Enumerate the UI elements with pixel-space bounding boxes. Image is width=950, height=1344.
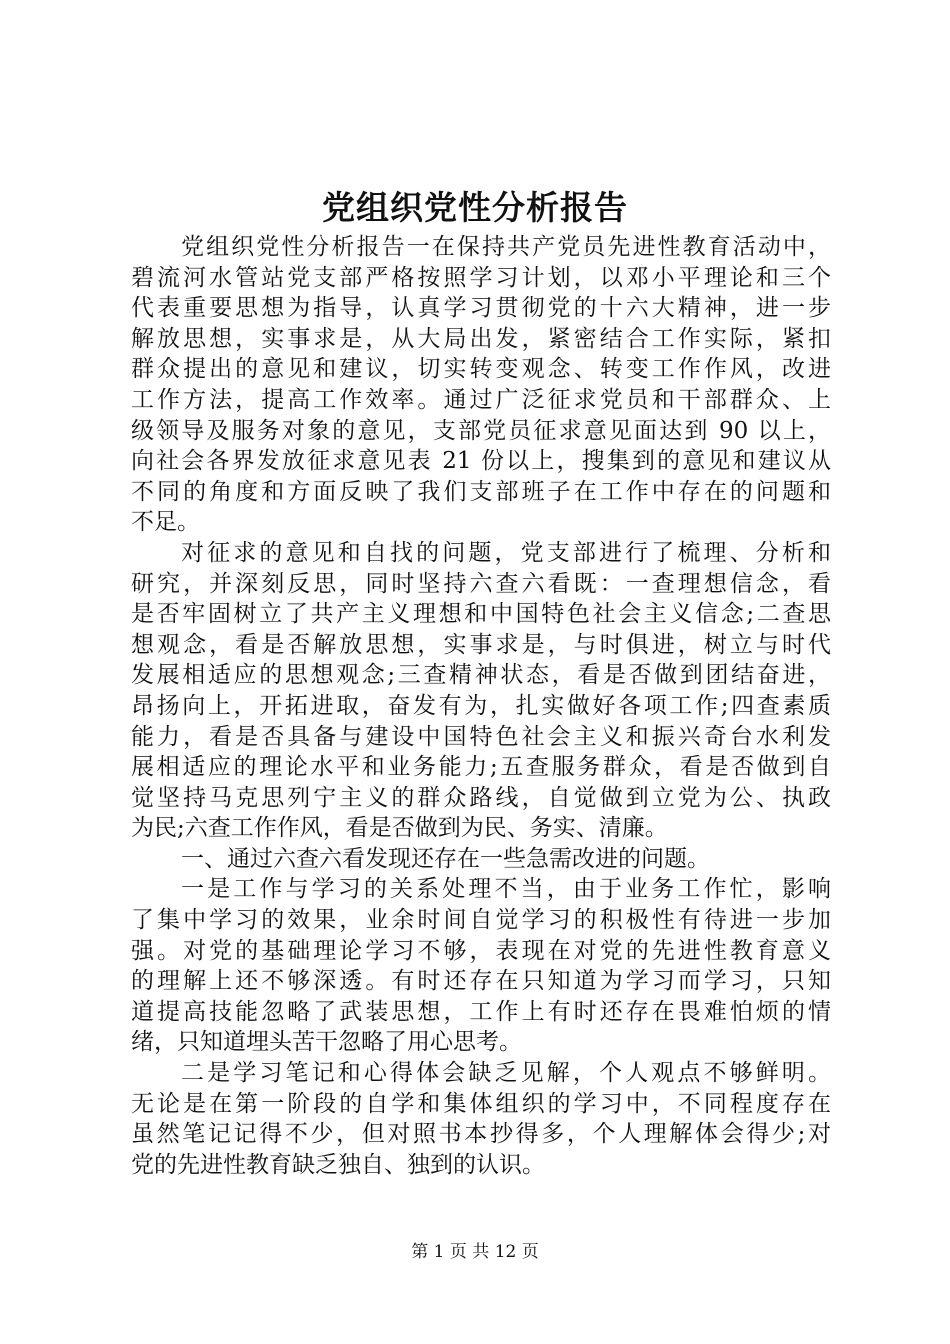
text-line: 不同的角度和方面反映了我们支部班子在工作中存在的问题和 xyxy=(131,478,831,505)
document-title: 党组织党性分析报告 xyxy=(322,188,628,227)
text-line: 发展相适应的思想观念;三查精神状态，看是否做到团结奋进， xyxy=(131,662,831,689)
text-line: 对征求的意见和自找的问题，党支部进行了梳理、分析和 xyxy=(181,539,831,566)
text-line: 碧流河水管站党支部严格按照学习计划，以邓小平理论和三个 xyxy=(131,264,831,291)
text-line: 为民;六查工作作风，看是否做到为民、务实、清廉。 xyxy=(131,815,668,842)
page-footer: 第 1 页 共 12 页 xyxy=(411,1242,539,1262)
text-line: 能力，看是否具备与建设中国特色社会主义和振兴奇台水利发 xyxy=(131,723,831,750)
text-line: 级领导及服务对象的意见，支部党员征求意见面达到 90 以上， xyxy=(131,417,831,444)
text-line: 工作方法，提高工作效率。通过广泛征求党员和干部群众、上 xyxy=(131,386,831,413)
text-line: 了集中学习的效果，业余时间自觉学习的积极性有待进一步加 xyxy=(131,907,831,934)
text-line: 研究，并深刻反思，同时坚持六查六看既：一查理想信念，看 xyxy=(131,570,831,597)
document-body xyxy=(131,232,831,1180)
text-line: 是否牢固树立了共产主义理想和中国特色社会主义信念;二查思 xyxy=(131,601,831,628)
text-line: 想观念，看是否解放思想，实事求是，与时俱进，树立与时代 xyxy=(131,631,831,658)
text-line: 绪，只知道埋头苦干忽略了用心思考。 xyxy=(131,1029,522,1056)
text-line: 不足。 xyxy=(131,509,200,536)
text-line: 强。对党的基础理论学习不够，表现在对党的先进性教育意义 xyxy=(131,937,831,964)
text-line: 昂扬向上，开拓进取，奋发有为，扎实做好各项工作;四查素质 xyxy=(131,692,831,719)
text-line: 的理解上还不够深透。有时还存在只知道为学习而学习，只知 xyxy=(131,968,831,995)
text-line: 代表重要思想为指导，认真学习贯彻党的十六大精神，进一步 xyxy=(131,295,831,322)
text-line: 觉坚持马克思列宁主义的群众路线，自觉做到立党为公、执政 xyxy=(131,784,831,811)
text-line: 一是工作与学习的关系处理不当，由于业务工作忙，影响 xyxy=(181,876,831,903)
text-line: 解放思想，实事求是，从大局出发，紧密结合工作实际，紧扣 xyxy=(131,325,831,352)
text-line: 党组织党性分析报告一在保持共产党员先进性教育活动中， xyxy=(181,234,831,260)
text-line: 二是学习笔记和心得体会缺乏见解，个人观点不够鲜明。 xyxy=(181,1060,831,1087)
text-line: 道提高技能忽略了武装思想，工作上有时还存在畏难怕烦的情 xyxy=(131,998,831,1025)
text-line: 展相适应的理论水平和业务能力;五查服务群众，看是否做到自 xyxy=(131,754,831,781)
text-line: 向社会各界发放征求意见表 21 份以上，搜集到的意见和建议从 xyxy=(131,448,831,475)
text-line: 一、通过六查六看发现还存在一些急需改进的问题。 xyxy=(181,845,710,872)
text-line: 无论是在第一阶段的自学和集体组织的学习中，不同程度存在 xyxy=(131,1090,831,1117)
text-line: 群众提出的意见和建议，切实转变观念、转变工作作风，改进 xyxy=(131,356,831,383)
text-line: 党的先进性教育缺乏独自、独到的认识。 xyxy=(131,1151,545,1178)
text-line: 虽然笔记记得不少，但对照书本抄得多，个人理解体会得少;对 xyxy=(131,1121,831,1148)
